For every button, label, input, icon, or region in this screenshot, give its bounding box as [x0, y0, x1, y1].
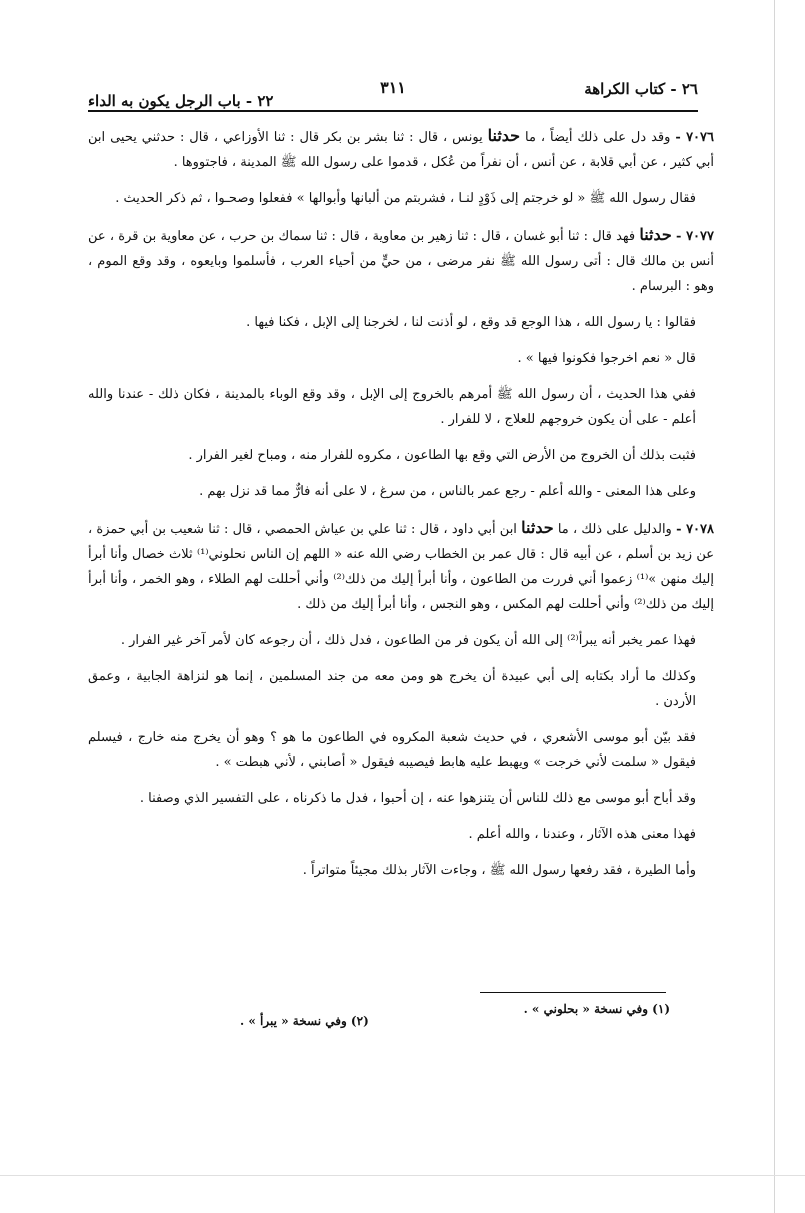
haddathana-word: حدثنا	[639, 225, 672, 244]
scan-margin-line	[774, 0, 775, 1213]
paragraph: فهذا عمر يخبر أنه يبرأ⁽²⁾ إلى الله أن يكون فر من الطاعون ، فدل ذلك ، أن رجوعه كان لأمر آخر غير الفرار .	[120, 633, 696, 648]
book-title: ٢٦ - كتاب الكراهة	[584, 80, 698, 98]
paragraph: وأما الطيرة ، فقد رفعها رسول الله ﷺ ، وجاءت الآثار بذلك مجيئاً متواتراً .	[302, 863, 696, 878]
paragraph: فقد بيّن أبو موسى الأشعري ، في حديث شعبة المكروه في الطاعون ما هو ؟ وهو أن يخرج منه خارج ، فيسلم فيقول « سلمت لأني خرجت » ويهبط عليه هابط فيصيبه فيقول « أصابني ، لأني هبطت » .	[88, 730, 696, 770]
hadith-7076	[88, 123, 714, 175]
paragraph: قال « نعم اخرجوا فكونوا فيها » .	[517, 351, 696, 366]
footnotes	[240, 998, 670, 1038]
hadith-number: ٧٠٧٦ -	[675, 130, 715, 145]
paragraph: وكذلك ما أراد بكتابه إلى أبي عبيدة أن يخرج هو ومن معه من جند المسلمين ، إنما هو لنزاهة الجابية ، وعمق الأردن .	[88, 669, 696, 709]
haddathana-word: حدثنا	[487, 126, 521, 145]
paragraph: وقد أباح أبو موسى مع ذلك للناس أن يتنزهوا عنه ، إن أحبوا ، فدل ما ذكرناه ، على التفسير الذي وصفنا .	[139, 791, 696, 806]
text-run: يونس ، قال : ثنا بشر بن بكر قال : ثنا الأوزاعي ، قال : حدثني يحيى ابن أبي كثير ، عن أبي قلابة ، عن أنس ، أن نفراً من عُكل ، قدموا على رسول الله ﷺ المدينة ، فاجتووها .	[88, 130, 714, 170]
haddathana-word: حدثنا	[521, 518, 554, 537]
paragraph: فقالوا : يا رسول الله ، هذا الوجع قد وقع ، لو أذنت لنا ، لخرجنا إلى الإبل ، فكنا فيها .	[246, 315, 696, 330]
paragraph: ففي هذا الحديث ، أن رسول الله ﷺ أمرهم بالخروج إلى الإبل ، وقد وقع الوباء بالمدينة ، فكان ذلك - عندنا والله أعلم - على أن يكون خروجهم للعلاج ، لا للفرار .	[88, 387, 696, 427]
paragraph: فثبت بذلك أن الخروج من الأرض التي وقع بها الطاعون ، مكروه للفرار منه ، ومباح لغير الفرار .	[188, 448, 696, 463]
header-rule	[88, 110, 698, 112]
hadith-number: ٧٠٧٨ -	[676, 522, 715, 537]
scan-bottom-line	[0, 1175, 805, 1176]
hadith-7077	[88, 222, 714, 299]
footnote-2: (٢) وفي نسخة « يبرأ » .	[240, 1014, 369, 1028]
hadith-number: ٧٠٧٧ -	[676, 229, 714, 244]
text-run: وقد دل على ذلك أيضاً ، ما	[520, 130, 676, 145]
footnote-rule	[480, 992, 666, 993]
paragraph: وعلى هذا المعنى - والله أعلم - رجع عمر بالناس ، من سرغ ، لا على أنه فارٌّ مما قد نزل بهم .	[199, 484, 696, 499]
text-run: والدليل على ذلك ، ما	[553, 522, 677, 537]
paragraph: فهذا معنى هذه الآثار ، وعندنا ، والله أعلم .	[468, 827, 696, 842]
footnote-1: (١) وفي نسخة « بحلوني » .	[523, 1002, 670, 1016]
text-run: ابن أبي داود ، قال : ثنا علي بن عياش الحمصي ، قال : ثنا شعيب بن أبي حمزة ، عن زيد بن أسلم ، عن أبيه قال : قال عمر بن الخطاب رضي الله عنه « اللهم إن الناس نحلوني⁽¹⁾ ثلاث خصال وأنا أبرأ إليك منهن »⁽¹⁾ زعموا أني فررت من الطاعون ، وأنا أبرأ إليك من ذلك⁽²⁾ وأني أحللت لهم الطلاء ، وهو الخمر ، وأنا أبرأ إليك من ذلك⁽²⁾ وأني أحللت لهم المكس ، وهو النجس ، وأنا أبرأ إليك من ذلك .	[88, 522, 715, 612]
paragraph: فقال رسول الله ﷺ « لو خرجتم إلى ذَوْدٍ لنـا ، فشربتم من ألبانها وأبوالها » ففعلوا وصحـوا ، ثم ذكر الحديث .	[115, 191, 696, 206]
main-text	[88, 123, 714, 894]
page-header	[88, 66, 698, 114]
text-run: فهد قال : ثنا أبو غسان ، قال : ثنا زهير بن معاوية ، قال : ثنا سماك بن حرب ، عن معاوية بن قرة ، عن أنس بن مالك قال : أتى رسول الله ﷺ نفر مرضى ، من حيٍّ من أحياء العرب ، فأسلموا وبايعوه ، وقد وقع الموم ، وهو : البرسام .	[88, 229, 714, 294]
hadith-7078	[88, 515, 714, 617]
chapter-title: ٢٢ - باب الرجل يكون به الداء	[88, 92, 274, 110]
page-number: ٣١١	[380, 78, 406, 97]
